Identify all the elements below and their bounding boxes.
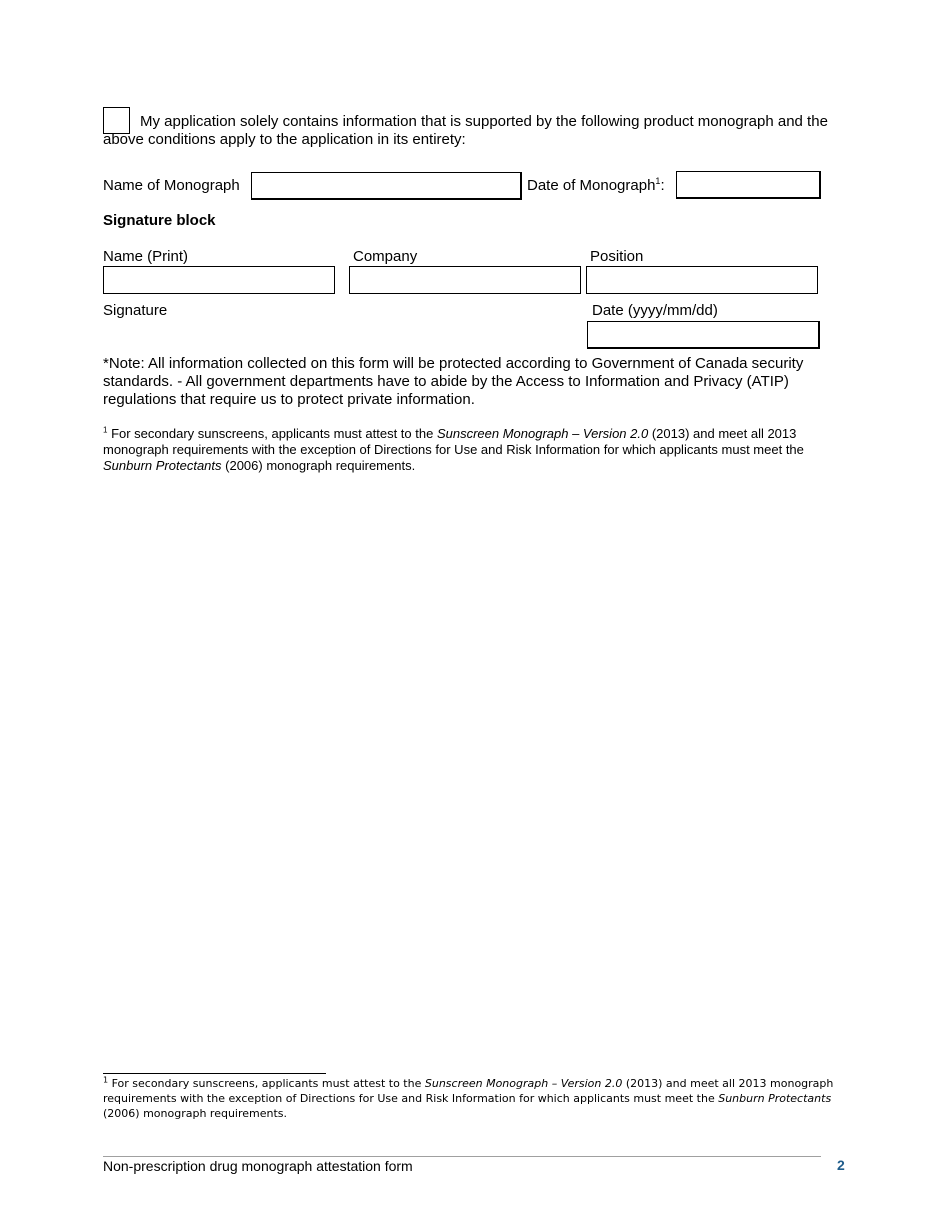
monograph-date-label-colon: : bbox=[660, 177, 665, 194]
monograph-date-label-text: Date of Monograph bbox=[527, 177, 656, 194]
inline-footnote-italic1: Sunscreen Monograph – Version 2.0 bbox=[436, 426, 649, 441]
privacy-note: *Note: All information collected on this form will be protected according to Government of Canada security standards. - All government departments have to abide by the Access to Information and Privacy (ATIP) regulations that require us to protect private information. bbox=[103, 355, 804, 408]
position-label: Position bbox=[590, 248, 644, 265]
footnote-ref[interactable]: 1 bbox=[655, 176, 661, 186]
page-number: 2 bbox=[837, 1157, 845, 1173]
attestation-text: My application solely contains information that is supported by the following product monograph and the above conditions apply to the application in its entirety: bbox=[103, 113, 828, 148]
footnote-separator bbox=[103, 1073, 326, 1074]
position-input[interactable] bbox=[586, 266, 818, 294]
inline-footnote-ref: 1 bbox=[103, 425, 108, 435]
page-footnote bbox=[103, 1076, 848, 1121]
inline-footnote-part1: For secondary sunscreens, applicants must attest to the bbox=[107, 426, 437, 441]
page-footnote-italic1: Sunscreen Monograph – Version 2.0 bbox=[424, 1077, 623, 1090]
footer-rule bbox=[103, 1156, 821, 1157]
inline-footnote-part2: (2013) and meet all 2013 monograph requirements with the exception of Directions for Use and Risk Information for which applicants must meet the bbox=[103, 426, 804, 457]
name-print-label: Name (Print) bbox=[103, 248, 189, 265]
company-input[interactable] bbox=[349, 266, 581, 294]
signature-block-heading: Signature block bbox=[103, 212, 216, 229]
monograph-date-input[interactable] bbox=[676, 171, 821, 199]
page-footnote-italic2: Sunburn Protectants bbox=[718, 1092, 832, 1105]
company-label: Company bbox=[353, 248, 418, 265]
inline-footnote-part3: (2006) monograph requirements. bbox=[221, 458, 416, 473]
monograph-name-input[interactable] bbox=[251, 172, 522, 200]
page-footnote-ref: 1 bbox=[103, 1075, 109, 1085]
signature-label: Signature bbox=[103, 302, 168, 319]
monograph-name-label: Name of Monograph bbox=[103, 177, 240, 194]
signature-date-input[interactable] bbox=[587, 321, 820, 349]
inline-footnote-italic2: Sunburn Protectants bbox=[103, 458, 222, 473]
footer-title: Non-prescription drug monograph attestation form bbox=[103, 1158, 413, 1174]
page-footnote-part3: (2006) monograph requirements. bbox=[103, 1107, 288, 1120]
page-footnote-part2: (2013) and meet all 2013 monograph requirements with the exception of Directions for Use and Risk Information for which applicants must meet the bbox=[103, 1077, 834, 1105]
name-print-input[interactable] bbox=[103, 266, 335, 294]
inline-footnote bbox=[103, 426, 843, 474]
page-footnote-part1: For secondary sunscreens, applicants must attest to the bbox=[108, 1077, 425, 1090]
signature-date-label: Date (yyyy/mm/dd) bbox=[592, 302, 718, 319]
monograph-date-label bbox=[527, 177, 665, 195]
